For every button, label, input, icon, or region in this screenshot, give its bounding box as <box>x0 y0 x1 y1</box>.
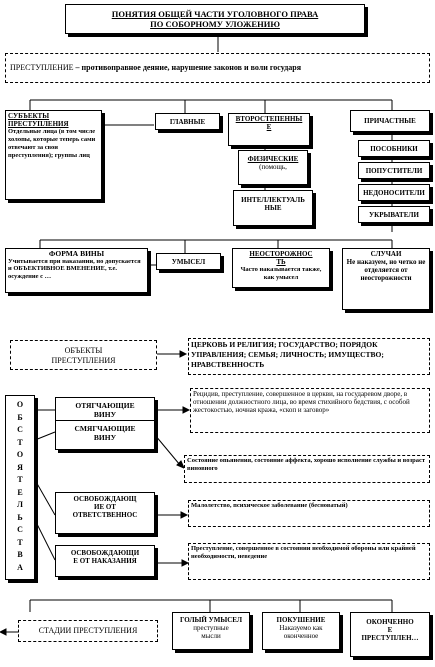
aggravating-label-2: ВИНУ <box>93 410 117 419</box>
circumstances-letter: Ь <box>17 512 23 522</box>
exempt-punishment-label-2: Е ОТ НАКАЗАНИЯ <box>73 557 137 565</box>
circumstances-letter: С <box>17 525 23 534</box>
accomplice-type-accessories <box>358 140 430 157</box>
stages-label: СТАДИИ ПРЕСТУПЛЕНИЯ <box>38 626 138 635</box>
guilt-form-body: Учитывается при наказании, но допускается и ОБЪЕКТИВНОЕ ВМЕНЕНИЕ, т.е. осуждение с … <box>8 257 141 280</box>
accomplices-box <box>350 110 430 132</box>
subjects-heading-2: ПРЕСТУПЛЕНИЯ <box>8 120 69 128</box>
exempt-punishment-box <box>55 545 155 577</box>
circumstances-box <box>5 395 35 580</box>
subjects-heading-1: СУБЪЕКТЫ <box>8 112 50 120</box>
accomplice-type-concealer <box>358 206 430 223</box>
bare-intent-label-3: мысли <box>201 632 221 640</box>
crime-term: ПРЕСТУПЛЕНИЕ <box>10 63 74 72</box>
attempt-label-1: ПОКУШЕНИЕ <box>276 616 326 624</box>
intellectual-label-1: ИНТЕЛЛЕКТУАЛЬ <box>241 196 305 204</box>
circumstances-letter: О <box>16 450 24 459</box>
objects-list: ЦЕРКОВЬ И РЕЛИГИЯ; ГОСУДАРСТВО; ПОРЯДОК УПРАВЛЕНИЯ; СЕМЬЯ; ЛИЧНОСТЬ; ИМУЩЕСТВО; НРАВСТВЕННОСТЬ <box>191 340 384 369</box>
objects-label-1: ОБЪЕКТЫ <box>64 346 103 355</box>
circumstances-letter: О <box>16 400 24 409</box>
crime-definition: – противоправное деяние, нарушение законов и воли государя <box>73 63 302 72</box>
circumstances-letter: Я <box>17 462 23 472</box>
circumstances-letter: С <box>17 425 23 434</box>
accomplice-type-label: НЕДОНОСИТЕЛИ <box>363 189 425 197</box>
objects-box <box>10 340 157 370</box>
subjects-box <box>5 110 102 200</box>
accomplice-type-label: УКРЫВАТЕЛИ <box>369 211 419 219</box>
intellectual-box <box>233 190 313 226</box>
circumstances-letter: В <box>17 550 23 559</box>
mitigating-box <box>55 420 155 450</box>
circumstances-letter: А <box>17 562 23 572</box>
bare-intent-label-1: ГОЛЫЙ УМЫСЕЛ <box>179 616 243 624</box>
crime-definition-box <box>5 53 430 83</box>
secondary-participants-box <box>228 113 310 146</box>
circumstances-letter: Т <box>17 437 23 447</box>
main-participants-label: ГЛАВНЫЕ <box>169 118 206 126</box>
accident-heading: СЛУЧАИ <box>370 250 402 258</box>
aggravating-label-1: ОТЯГЧАЮЩИЕ <box>75 401 135 410</box>
secondary-label-2: Е <box>266 123 272 131</box>
bare-intent-label-2: преступные <box>193 624 229 632</box>
subjects-body: Отдельные лица (в том числе холопы, которые теперь сами отвечают за свои преступления); группы лиц <box>8 128 96 159</box>
exempt-punishment-body-box <box>188 543 430 580</box>
exempt-punishment-label-1: ОСВОБОЖДАЮЩИ <box>70 549 140 557</box>
completed-label-1: ОКОНЧЕННО <box>366 618 414 626</box>
exempt-punishment-body: Преступление, совершенное в состоянии необходимой обороны или крайней необходимости, неведение <box>191 545 416 560</box>
circumstances-letter: Л <box>17 500 23 509</box>
intellectual-label-2: НЫЕ <box>264 204 282 212</box>
aggravating-body-box <box>190 388 430 433</box>
exempt-liability-body-box <box>188 500 430 527</box>
completed-label-3: ПРЕСТУПЛЕН… <box>361 634 419 642</box>
mitigating-label-2: ВИНУ <box>93 433 117 442</box>
attempt-box <box>262 612 340 650</box>
accomplice-type-non-informer <box>358 184 430 201</box>
exempt-liability-box <box>55 492 155 534</box>
exempt-liability-label-1: ОСВОБОЖДАЮЩ <box>73 495 137 503</box>
mitigating-label-1: СМЯГЧАЮЩИЕ <box>74 424 136 433</box>
accomplice-type-label: ПОПУСТИТЕЛИ <box>365 167 423 175</box>
accident-body: Не наказуем, но четко не отделяется от неосторожности <box>346 258 426 282</box>
page-title-line1: ПОНЯТИЯ ОБЩЕЙ ЧАСТИ УГОЛОВНОГО ПРАВА <box>111 9 319 19</box>
secondary-label-1: ВТОРОСТЕПЕННЫ <box>235 115 303 123</box>
circumstances-letter: Т <box>17 537 23 547</box>
page-title <box>65 4 365 34</box>
intent-label: УМЫСЕЛ <box>171 258 206 266</box>
attempt-label-2: Наказуемо как <box>279 624 323 632</box>
guilt-form-heading: ФОРМА ВИНЫ <box>48 249 105 258</box>
circumstances-letter: Б <box>17 412 23 422</box>
accomplice-type-label: ПОСОБНИКИ <box>370 145 418 153</box>
physical-box <box>238 150 308 185</box>
negligence-label-2: ТЬ <box>276 258 286 266</box>
circumstances-letter: Е <box>17 487 23 497</box>
accomplice-type-conniver <box>358 162 430 179</box>
completed-label-2: Е <box>387 626 393 634</box>
main-participants-box <box>155 113 220 130</box>
negligence-label-1: НЕОСТОРОЖНОС <box>249 250 313 258</box>
exempt-liability-body: Малолетство, психическое заболевание (бесноватый) <box>191 502 348 509</box>
aggravating-body: Рецидив, преступление, совершенное в церкви, на государевом дворе, в отношении должностного лица, во время стихийного бедствия, с особой жестокостью, ночная кража, «скоп и заговор» <box>193 390 410 414</box>
intent-box <box>156 253 221 270</box>
exempt-liability-label-3: ОТВЕТСТВЕННОС <box>72 511 138 519</box>
stages-box <box>18 620 158 642</box>
negligence-body: Часто наказывается также, как умысел <box>240 266 322 281</box>
mitigating-body-box <box>184 455 430 483</box>
circumstances-letter: Т <box>17 475 23 484</box>
accomplices-label: ПРИЧАСТНЫЕ <box>364 117 416 125</box>
physical-note: (помощь, <box>259 163 287 171</box>
objects-label-2: ПРЕСТУПЛЕНИЯ <box>51 356 116 365</box>
completed-box <box>350 612 430 657</box>
bare-intent-box <box>172 612 250 650</box>
accident-box <box>342 248 430 310</box>
exempt-liability-label-2: ИЕ ОТ <box>94 503 116 511</box>
negligence-box <box>232 248 330 288</box>
physical-label: ФИЗИЧЕСКИЕ <box>247 155 299 163</box>
attempt-label-3: оконченное <box>283 632 319 640</box>
page-title-line2: ПО СОБОРНОМУ УЛОЖЕНИЮ <box>150 19 280 29</box>
objects-list-box <box>188 338 430 375</box>
mitigating-body: Состояние опьянения, состояние аффекта, хорошо исполнение службы и возраст виновного <box>187 457 426 472</box>
guilt-form-box <box>5 248 148 293</box>
